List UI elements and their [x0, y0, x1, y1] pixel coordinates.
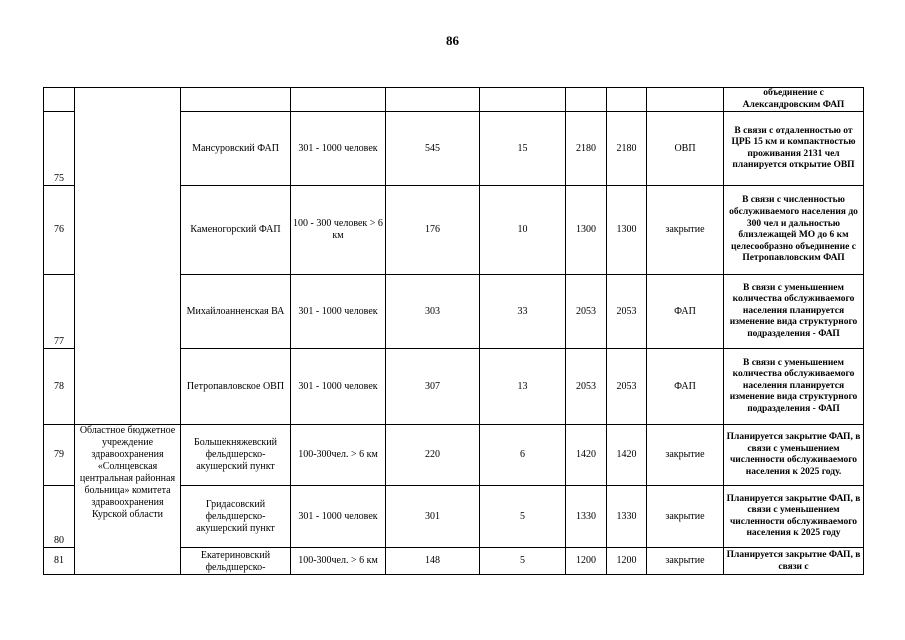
cell-action: закрытие	[647, 186, 724, 275]
cell-distance: 15	[480, 112, 566, 186]
cell-value-a: 2053	[566, 349, 607, 425]
cell-value-a	[566, 88, 607, 112]
cell-note: Планируется закрытие ФАП, в связи с уменьшением численности обслуживаемого населения к 2025 году.	[724, 425, 864, 486]
cell-name: Каменогорский ФАП	[181, 186, 291, 275]
cell-population: 100 - 300 человек > 6 км	[291, 186, 386, 275]
cell-residents: 545	[386, 112, 480, 186]
cell-action: закрытие	[647, 425, 724, 486]
cell-residents: 303	[386, 275, 480, 349]
cell-note: В связи с отдаленностью от ЦРБ 15 км и компактностью проживания 2131 чел планируется открытие ОВП	[724, 112, 864, 186]
cell-num: 76	[44, 186, 75, 275]
cell-name: Екатериновский фельдшерско-	[181, 548, 291, 575]
cell-value-b: 1330	[607, 486, 647, 548]
cell-value-a: 1200	[566, 548, 607, 575]
cell-value-a: 1420	[566, 425, 607, 486]
table-row-carry-over	[44, 88, 864, 112]
cell-population: 100-300чел. > 6 км	[291, 548, 386, 575]
cell-action: закрытие	[647, 486, 724, 548]
cell-action	[647, 88, 724, 112]
cell-value-b: 2053	[607, 275, 647, 349]
cell-value-a: 1300	[566, 186, 607, 275]
cell-residents: 176	[386, 186, 480, 275]
cell-value-a: 1330	[566, 486, 607, 548]
cell-action: ФАП	[647, 275, 724, 349]
cell-distance	[480, 88, 566, 112]
cell-distance: 6	[480, 425, 566, 486]
cell-population	[291, 88, 386, 112]
cell-num: 79	[44, 425, 75, 486]
cell-note: В связи с уменьшением количества обслуживаемого населения планируется изменение вида структурного подразделения - ФАП	[724, 275, 864, 349]
cell-distance: 5	[480, 548, 566, 575]
cell-residents: 301	[386, 486, 480, 548]
facilities-table	[43, 87, 864, 575]
cell-residents: 307	[386, 349, 480, 425]
cell-distance: 5	[480, 486, 566, 548]
cell-population: 100-300чел. > 6 км	[291, 425, 386, 486]
cell-num: 78	[44, 349, 75, 425]
cell-num: 81	[44, 548, 75, 575]
cell-org: Областное бюджетное учреждение здравоохранения «Солнцевская центральная районная больница» комитета здравоохранения Курской области	[75, 425, 181, 575]
cell-value-b: 1420	[607, 425, 647, 486]
cell-distance: 10	[480, 186, 566, 275]
cell-population: 301 - 1000 человек	[291, 112, 386, 186]
cell-action: ФАП	[647, 349, 724, 425]
cell-num	[44, 88, 75, 112]
cell-name: Петропавловское ОВП	[181, 349, 291, 425]
cell-distance: 33	[480, 275, 566, 349]
page-number: 86	[446, 33, 459, 48]
cell-population: 301 - 1000 человек	[291, 349, 386, 425]
cell-value-a: 2180	[566, 112, 607, 186]
cell-residents: 220	[386, 425, 480, 486]
cell-name: Большекняжевский фельдшерско-акушерский пункт	[181, 425, 291, 486]
cell-value-b: 2053	[607, 349, 647, 425]
cell-value-b	[607, 88, 647, 112]
table-row	[44, 425, 864, 486]
cell-residents	[386, 88, 480, 112]
cell-note: В связи с уменьшением количества обслуживаемого населения планируется изменение вида структурного подразделения - ФАП	[724, 349, 864, 425]
cell-note: Планируется закрытие ФАП, в связи с	[724, 548, 864, 575]
cell-name: Михайлоанненская ВА	[181, 275, 291, 349]
cell-value-b: 2180	[607, 112, 647, 186]
cell-population: 301 - 1000 человек	[291, 486, 386, 548]
cell-num: 77	[44, 275, 75, 349]
cell-residents: 148	[386, 548, 480, 575]
cell-value-b: 1200	[607, 548, 647, 575]
cell-action: ОВП	[647, 112, 724, 186]
cell-action: закрытие	[647, 548, 724, 575]
cell-num: 80	[44, 486, 75, 548]
cell-population: 301 - 1000 человек	[291, 275, 386, 349]
cell-note: объединение с Александровским ФАП	[724, 88, 864, 112]
cell-name: Гридасовский фельдшерско-акушерский пункт	[181, 486, 291, 548]
cell-value-a: 2053	[566, 275, 607, 349]
cell-note: Планируется закрытие ФАП, в связи с уменьшением численности обслуживаемого населения к 2025 году	[724, 486, 864, 548]
cell-name: Мансуровский ФАП	[181, 112, 291, 186]
cell-num: 75	[44, 112, 75, 186]
cell-note: В связи с численностью обслуживаемого населения до 300 чел и дальностью близлежащей МО до 6 км целесообразно объединение с Петропавловским ФАП	[724, 186, 864, 275]
cell-value-b: 1300	[607, 186, 647, 275]
cell-name	[181, 88, 291, 112]
cell-org-previous	[75, 88, 181, 425]
cell-distance: 13	[480, 349, 566, 425]
